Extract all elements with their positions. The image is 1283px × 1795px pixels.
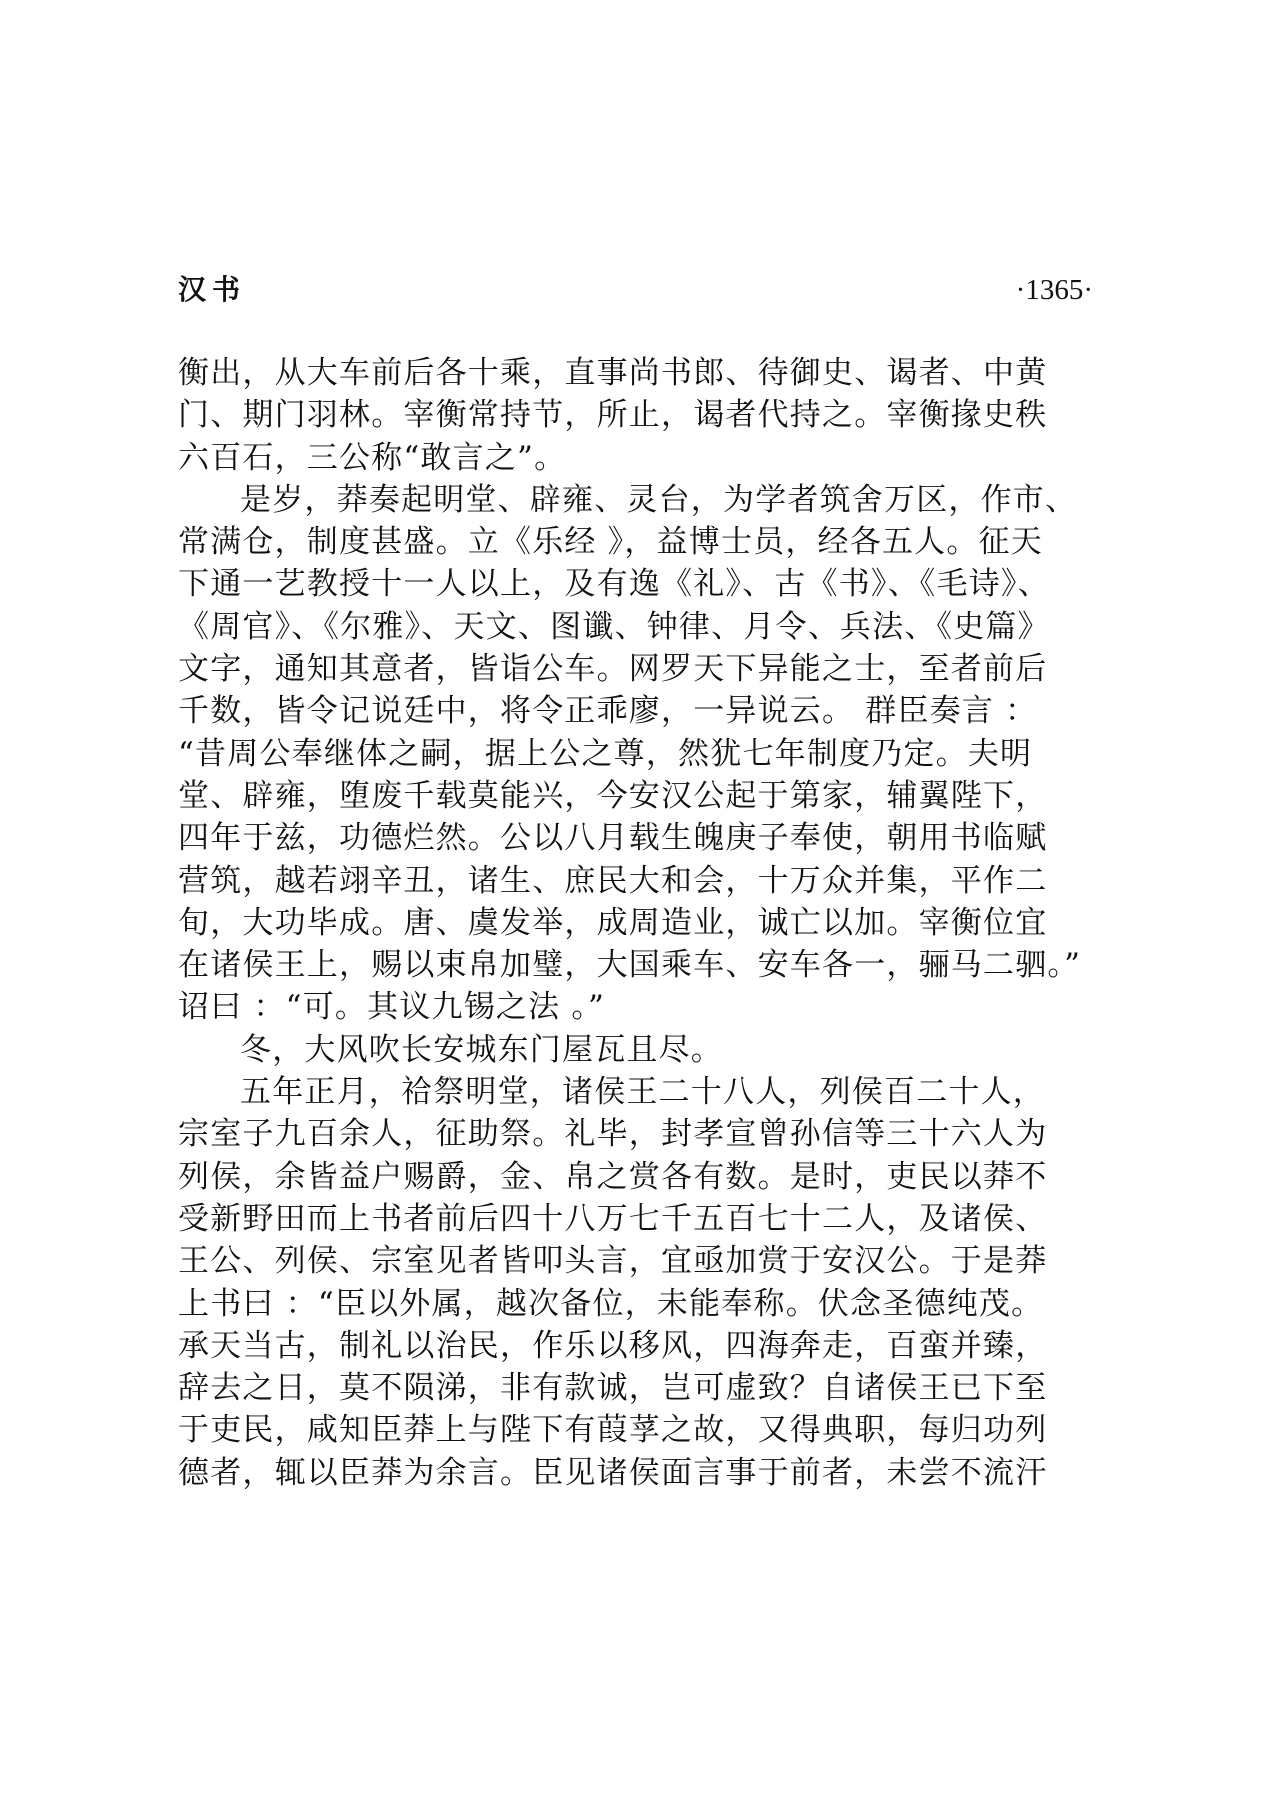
text-line: 于吏民，咸知臣莽上与陛下有葭莩之故，又得典职，每归功列 [178,1412,1048,1449]
text-line: 德者，辄以臣莽为余言。臣见诸侯面言事于前者，未尝不流汗 [178,1454,1048,1491]
text-line: 旬，大功毕成。唐、虞发举，成周造业，诚亡以加。宰衡位宜 [178,904,1048,941]
text-line: 王公、列侯、宗室见者皆叩头言，宜亟加赏于安汉公。于是莽 [178,1243,1048,1280]
running-header [178,268,1093,312]
text-line: 诏曰 ：“可。其议九锡之法 。” [178,989,606,1026]
text-line: 门、期门羽林。宰衡常持节，所止，谒者代持之。宰衡掾史秩 [178,397,1048,434]
text-line: 受新野田而上书者前后四十八万七千五百七十二人，及诸侯、 [178,1200,1048,1237]
text-line: 《周官》、《尔雅》、天文、图谶、钟律、月令、兵法、《史篇》 [178,608,1050,645]
text-line: 文字，通知其意者，皆诣公车。网罗天下异能之士，至者前后 [178,651,1048,688]
text-line: “昔周公奉继体之嗣，据上公之尊，然犹七年制度乃定。夫明 [178,735,1033,772]
text-line: 列侯，余皆益户赐爵，金、帛之赏各有数。是时，吏民以莽不 [178,1158,1048,1195]
text-line: 冬，大风吹长安城东门屋瓦且尽。 [240,1031,723,1068]
text-line: 在诸侯王上，赐以束帛加璧，大国乘车、安车各一，骊马二驷。” [178,947,1082,984]
text-line: 承天当古，制礼以治民，作乐以移风，四海奔走，百蛮并臻， [178,1327,1048,1364]
text-line: 堂、辟雍，堕废千载莫能兴，今安汉公起于第家，辅翼陛下， [178,777,1048,814]
text-line: 六百石，三公称“敢言之”。 [178,439,567,476]
text-line: 是岁，莽奏起明堂、辟雍、灵台，为学者筑舍万区，作市、 [240,481,1078,518]
text-line: 千数，皆令记说廷中，将令正乖廖，一异说云。 群臣奏言 ： [178,693,1038,730]
text-line: 辞去之日，莫不陨涕，非有款诚，岂可虚致？自诸侯王已下至 [178,1370,1048,1407]
text-line: 下通一艺教授十一人以上，及有逸《礼》、古《书》、《毛诗》、 [178,566,1050,603]
page-number: ·1365· [1015,274,1093,306]
text-line: 宗室子九百余人，征助祭。礼毕，封孝宣曾孙信等三十六人为 [178,1116,1048,1153]
book-title: 汉书 [178,273,247,306]
text-line: 四年于兹，功德烂然。公以八月载生魄庚子奉使，朝用书临赋 [178,820,1048,857]
text-line: 上书曰 ：“臣以外属，越次备位，未能奉称。伏念圣德纯茂。 [178,1285,1044,1322]
text-line: 常满仓，制度甚盛。立《乐经 》，益博士员，经各五人。征天 [178,524,1043,561]
text-line: 衡出，从大车前后各十乘，直事尚书郎、待御史、谒者、中黄 [178,355,1048,391]
text-line: 五年正月，祫祭明堂，诸侯王二十八人，列侯百二十人， [240,1074,1045,1111]
body-text [178,352,1098,1494]
text-line: 营筑，越若翊辛丑，诸生、庶民大和会，十万众并集，平作二 [178,862,1048,899]
